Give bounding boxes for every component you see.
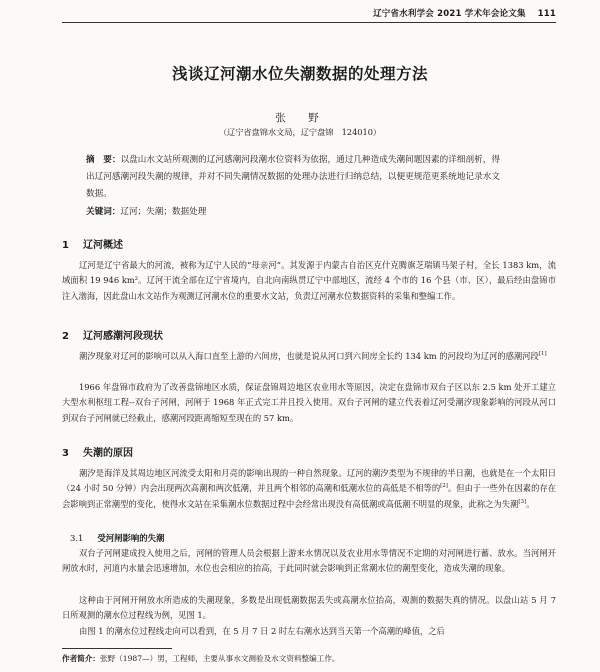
author-affiliation: （辽宁省盘锦水文局，辽宁盘锦 124010） <box>218 127 382 137</box>
footnote-rule <box>62 648 172 649</box>
subsection-paragraph-1: 双台子河闸建成投入使用之后，河闸的管理人员会根据上游来水情况以及农业用水等情况不定期的对河闸进行蓄、放水。当河闸开闸放水时，河道内水量会迅速增加，水位也会相应的抬高，于此同时就会影响到正常潮水位的潮型变化，造成失潮的现象。 <box>62 548 556 574</box>
keywords-text: 辽河；失潮；数据处理 <box>120 207 207 217</box>
journal-name: 辽宁省水利学会 2021 学术年会论文集 <box>373 9 526 19</box>
subsection-paragraph-2: 这种由于河闸开闸放水所造成的失潮现象，多数是出现低潮数据丢失或高潮水位抬高，观测的数据失真的情况。以盘山站 5 月 7 日所观测的潮水位过程线为例，见图 1。 <box>62 595 556 621</box>
abstract-label: 摘 要： <box>86 155 121 165</box>
section-2-paragraph-1: 潮汐现象对辽河的影响可以从入海口直至上游的六间房，也就是说从河口到六间房全长约 134 km 的河段均为辽河的感潮河段[1] <box>79 351 547 361</box>
citation: [2] <box>440 483 448 490</box>
subsection-heading-3-1: 3.1 受河闸影响的失潮 <box>70 533 165 543</box>
author-name: 张 野 <box>275 112 325 124</box>
section-1-paragraph-1: 辽河是辽宁省最大的河流，被称为辽宁人民的“母亲河”。其发源于内蒙古自治区克什克腾旗芝瑞镇马架子村，全长 1383 km，流域面积 19 946 km²。辽河干流全部在辽宁省境内，自北向南纵贯辽宁中部地区，流经 4 个市的 16 个县（市、区），最后经由盘锦市注入渤海，因此盘山水文站作为观测辽河潮水位的重要水文站，负责辽河潮水位数据资料的采集和整编工作。 <box>62 260 556 301</box>
abstract-text: 以盘山水文站所观测的辽河感潮河段潮水位资料为依据，通过几种造成失潮间题因素的详细剖析，得出辽河感潮河段失潮的规律，并对不同失潮情况数据的处理办法进行归纳总结，以便更规范更系统地记录水文数据。 <box>86 155 500 199</box>
subsection-paragraph-3: 由图 1 的潮水位过程线走向可以看到，在 5 月 7 日 2 时左右潮水达到当天第一个高潮的峰值，之后 <box>79 626 445 636</box>
footnote-text: 张野（1987—）男，工程师，主要从事水文测验及水文资料整编工作。 <box>99 654 340 663</box>
running-head <box>373 7 556 19</box>
section-heading-1: 1 辽河概述 <box>62 240 123 251</box>
section-3-paragraph-1: 潮汐是海洋及其周边地区河流受太阳和月亮的影响出现的一种自然现象。辽河的潮汐类型为不规律的半日潮，也就是在一个太阳日（24 小时 50 分钟）内会出现两次高潮和两次低潮，并且两个相邻的高潮和低潮水位的高低是不相等的[2]。但由于一些外在因素的存在会影响到正常潮型的变化，使得水文站在采集潮水位数据过程中会经常出现没有高低潮或高低潮不明显的现象，此称之为失潮[3]。 <box>62 468 556 509</box>
keywords-label: 关键词： <box>86 207 121 217</box>
page-number: 111 <box>537 9 556 19</box>
section-2-paragraph-2: 1966 年盘锦市政府为了改善盘锦地区水质，保证盘锦周边地区农业用水等原因，决定在盘锦市双台子区以东 2.5 km 处开工建立大型水利枢纽工程--双台子河闸，河闸于 1968 年正式完工并且投入使用。双台子河闸的建立代表着辽河受潮汐现象影响的河段从河口到双台子河闸就已经截止，感潮河段距离缩短至现在的 57 km。 <box>62 382 556 423</box>
paper-title: 浅谈辽河潮水位失潮数据的处理方法 <box>171 65 428 83</box>
citation: [1] <box>538 351 547 358</box>
header-rule <box>62 22 556 23</box>
footnote-label: 作者简介： <box>62 654 100 663</box>
citation: [3] <box>518 499 527 506</box>
keywords <box>86 205 500 217</box>
section-heading-2: 2 辽河感潮河段现状 <box>62 331 163 342</box>
author-footnote <box>62 653 556 664</box>
abstract <box>86 152 500 203</box>
section-heading-3: 3 失潮的原因 <box>62 448 133 459</box>
